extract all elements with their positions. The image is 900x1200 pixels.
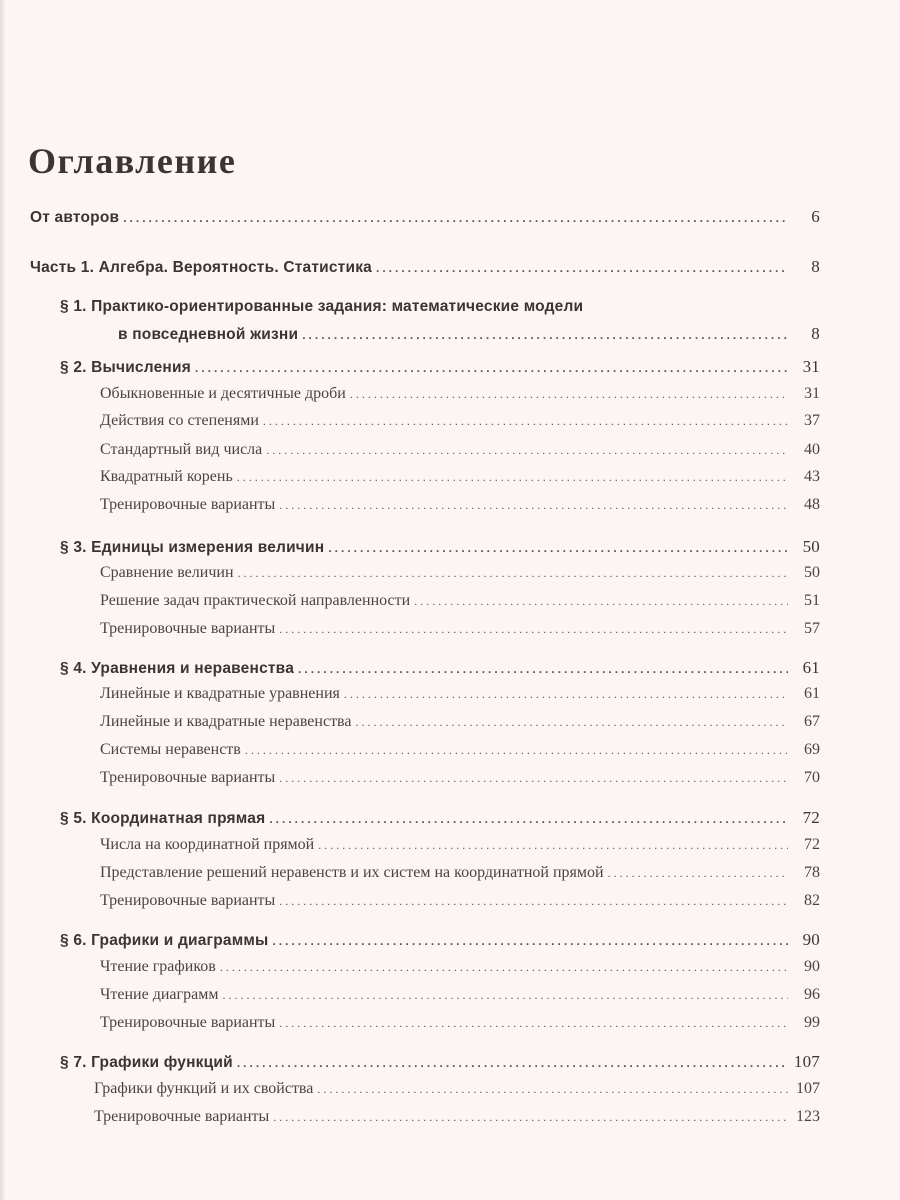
toc-item[interactable] [100,740,820,760]
dot-leader [279,891,788,911]
dot-leader [123,208,788,228]
toc-item-label: Тренировочные варианты [100,892,276,909]
toc-page-number: 67 [804,713,820,730]
toc-item[interactable] [100,835,820,855]
toc-item-label: Сравнение величин [100,564,234,581]
toc-page-number: 123 [796,1108,820,1125]
dot-leader [279,768,788,788]
toc-entry-preface[interactable] [30,207,820,228]
toc-item-label: Системы неравенств [100,741,241,758]
toc-page-number: 43 [804,468,820,485]
toc-item[interactable] [100,384,820,404]
toc-entry-label: Часть 1. Алгебра. Вероятность. Статистика [30,259,372,276]
toc-page-number: 8 [811,324,820,343]
dot-leader [279,619,788,639]
toc-entry-part-1[interactable] [30,257,820,278]
toc-page-number: 69 [804,741,820,758]
toc-section-1-line1[interactable]: § 1. Практико-ориентированные задания: математические модели [60,298,584,315]
toc-item-label: Действия со степенями [100,412,259,429]
toc-section-5[interactable] [60,808,820,829]
toc-page-number: 70 [804,769,820,786]
dot-leader [237,1053,788,1073]
toc-section-7[interactable] [60,1052,820,1073]
toc-page-number: 72 [802,808,820,827]
toc-item-label: Тренировочные варианты [94,1108,270,1125]
dot-leader [245,740,788,760]
toc-page-number: 48 [804,496,820,513]
toc-item[interactable] [100,495,820,515]
toc-page-number: 90 [804,958,820,975]
dot-leader [222,985,788,1005]
toc-item-label: Графики функций и их свойства [94,1080,314,1097]
toc-page-number: 57 [804,620,820,637]
dot-leader [356,712,789,732]
toc-page-number: 78 [804,864,820,881]
toc-section-1[interactable] [118,324,820,345]
toc-page-number: 8 [811,257,820,276]
toc-page-number: 96 [804,986,820,1003]
toc-item[interactable] [100,563,820,583]
toc-item[interactable] [100,411,820,431]
toc-page-number: 61 [802,658,820,677]
toc-item[interactable] [94,1079,820,1099]
toc-page-number: 107 [796,1080,820,1097]
dot-leader [195,358,788,378]
toc-item-label: Числа на координатной прямой [100,836,315,853]
dot-leader [279,495,788,515]
dot-leader [318,835,788,855]
toc-item[interactable] [100,712,820,732]
dot-leader [220,957,788,977]
dot-leader [376,258,788,278]
toc-page-number: 37 [804,412,820,429]
toc-entry-label: в повседневной жизни [118,326,299,343]
toc-item[interactable] [100,863,820,883]
toc-item[interactable] [100,891,820,911]
toc-item-label: Линейные и квадратные неравенства [100,713,352,730]
toc-item[interactable] [100,957,820,977]
toc-entry-label: От авторов [30,209,120,226]
toc-item[interactable] [100,440,820,460]
toc-page-number: 31 [804,385,820,402]
toc-item[interactable] [100,619,820,639]
dot-leader [317,1079,788,1099]
toc-page-number: 107 [793,1052,820,1071]
toc-page-number: 31 [802,357,820,376]
toc-item-label: Тренировочные варианты [100,620,276,637]
dot-leader [269,809,788,829]
toc-page-number: 90 [802,930,820,949]
page-title: Оглавление [28,141,237,181]
toc-page-number: 99 [804,1014,820,1031]
toc-section-3[interactable] [60,537,820,558]
dot-leader [238,563,789,583]
toc-item-label: Чтение графиков [100,958,216,975]
dot-leader [279,1013,788,1033]
toc-page-number: 72 [804,836,820,853]
toc-entry-label: § 2. Вычисления [60,359,191,376]
toc-item-label: Стандартный вид числа [100,441,263,458]
toc-item[interactable] [94,1107,820,1127]
toc-page-number: 40 [804,441,820,458]
toc-page-number: 6 [811,207,820,226]
toc-item-label: Тренировочные варианты [100,1014,276,1031]
toc-item-label: Чтение диаграмм [100,986,219,1003]
toc-item[interactable] [100,684,820,704]
toc-entry-label: § 4. Уравнения и неравенства [60,660,295,677]
dot-leader [237,467,788,487]
toc-page-number: 82 [804,892,820,909]
dot-leader [414,591,788,611]
toc-entry-label: § 3. Единицы измерения величин [60,539,325,556]
toc-entry-label: § 7. Графики функций [60,1054,233,1071]
toc-item-label: Решение задач практической направленности [100,592,411,609]
toc-item-label: Линейные и квадратные уравнения [100,685,340,702]
dot-leader [273,1107,788,1127]
toc-section-2[interactable] [60,357,820,378]
dot-leader [328,538,788,558]
toc-item[interactable] [100,1013,820,1033]
dot-leader [266,440,788,460]
dot-leader [263,411,788,431]
dot-leader [302,325,788,345]
dot-leader [298,659,788,679]
dot-leader [350,384,788,404]
toc-item[interactable] [100,591,820,611]
dot-leader [272,931,788,951]
toc-entry-label: § 6. Графики и диаграммы [60,932,269,949]
toc-item-label: Обыкновенные и десятичные дроби [100,385,346,402]
toc-item[interactable] [100,467,820,487]
toc-section-4[interactable] [60,658,820,679]
dot-leader [608,863,788,883]
toc-item[interactable] [100,768,820,788]
toc-item[interactable] [100,985,820,1005]
toc-entry-label: § 5. Координатная прямая [60,810,266,827]
toc-page-number: 61 [804,685,820,702]
toc-page-number: 50 [802,537,820,556]
toc-section-6[interactable] [60,930,820,951]
toc-item-label: Квадратный корень [100,468,233,485]
toc-page-number: 50 [804,564,820,581]
dot-leader [344,684,788,704]
toc-page-number: 51 [804,592,820,609]
toc-item-label: Тренировочные варианты [100,496,276,513]
toc-item-label: Представление решений неравенств и их систем на координатной прямой [100,864,604,881]
toc-item-label: Тренировочные варианты [100,769,276,786]
